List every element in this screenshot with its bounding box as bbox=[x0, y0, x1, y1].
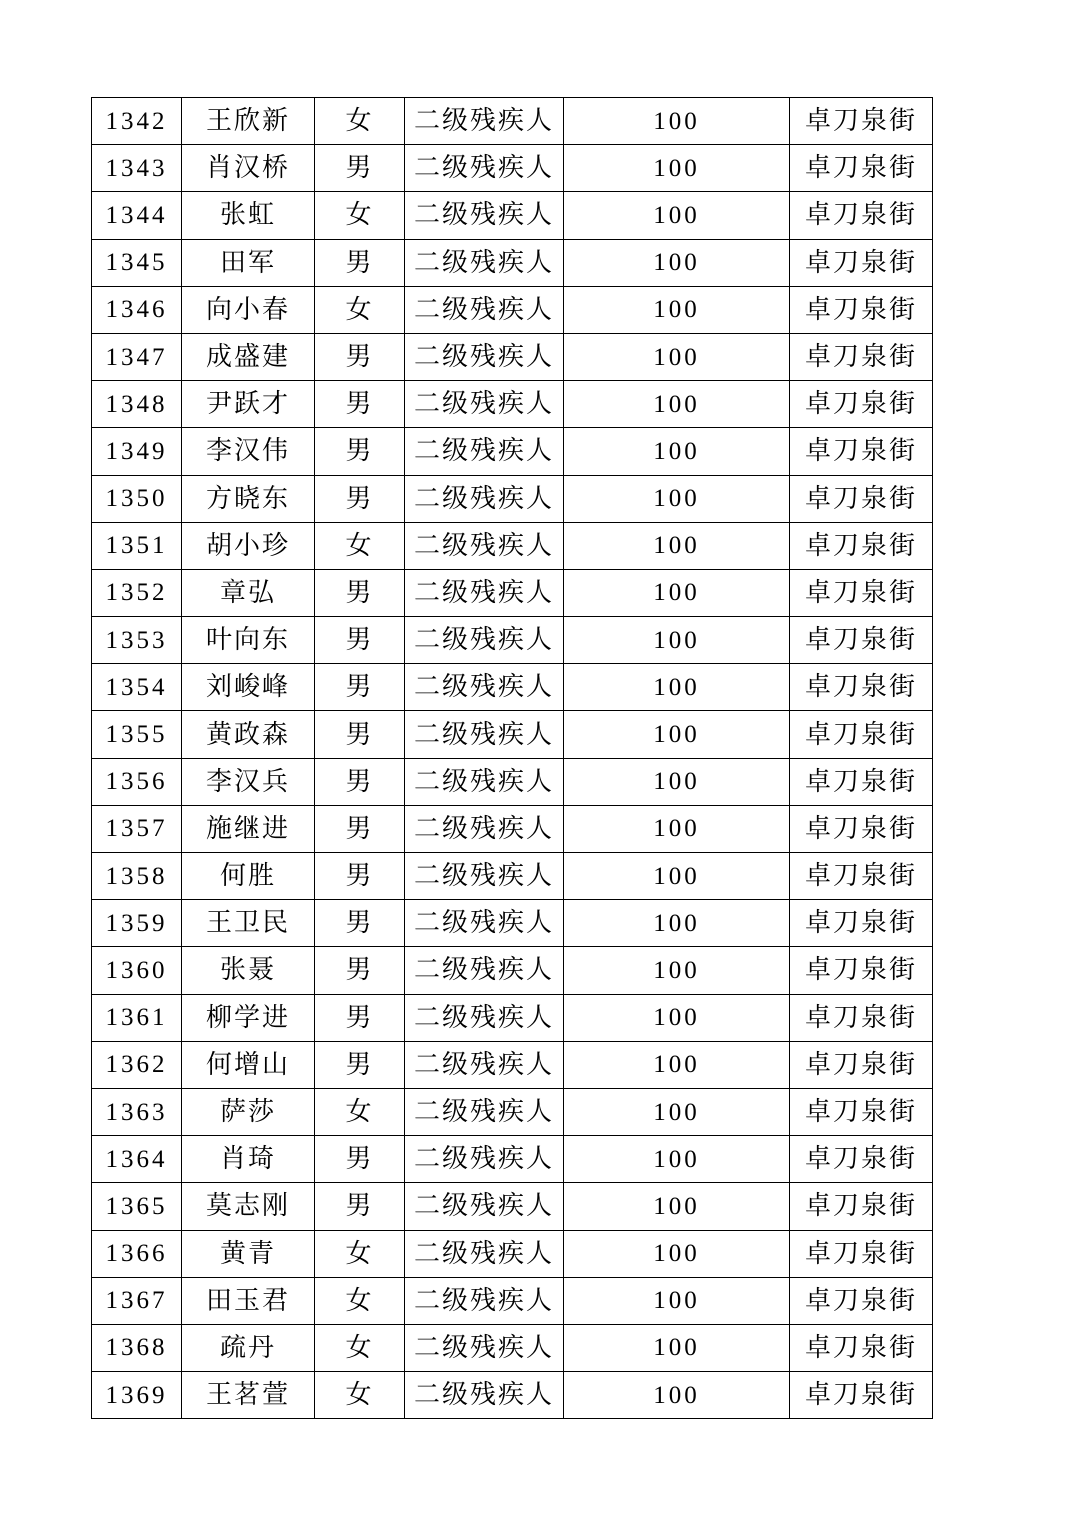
table-row bbox=[92, 286, 933, 333]
cell-gender: 男 bbox=[315, 1041, 405, 1088]
cell-name: 刘峻峰 bbox=[182, 664, 315, 711]
cell-gender: 女 bbox=[315, 1088, 405, 1135]
table-row bbox=[92, 1136, 933, 1183]
table-row bbox=[92, 1230, 933, 1277]
cell-street: 卓刀泉街 bbox=[790, 1324, 933, 1371]
cell-street: 卓刀泉街 bbox=[790, 1372, 933, 1419]
cell-name: 张虹 bbox=[182, 192, 315, 239]
cell-gender: 男 bbox=[315, 381, 405, 428]
cell-number: 1364 bbox=[92, 1136, 182, 1183]
cell-name: 李汉伟 bbox=[182, 428, 315, 475]
cell-amount: 100 bbox=[564, 1324, 790, 1371]
table-row bbox=[92, 947, 933, 994]
cell-amount: 100 bbox=[564, 192, 790, 239]
cell-category: 二级残疾人 bbox=[405, 617, 564, 664]
cell-category: 二级残疾人 bbox=[405, 239, 564, 286]
table-row bbox=[92, 994, 933, 1041]
cell-category: 二级残疾人 bbox=[405, 98, 564, 145]
table-row bbox=[92, 1183, 933, 1230]
table-row bbox=[92, 192, 933, 239]
cell-name: 田军 bbox=[182, 239, 315, 286]
cell-gender: 男 bbox=[315, 333, 405, 380]
cell-name: 肖琦 bbox=[182, 1136, 315, 1183]
cell-category: 二级残疾人 bbox=[405, 853, 564, 900]
cell-name: 萨莎 bbox=[182, 1088, 315, 1135]
cell-street: 卓刀泉街 bbox=[790, 900, 933, 947]
cell-category: 二级残疾人 bbox=[405, 947, 564, 994]
cell-category: 二级残疾人 bbox=[405, 1041, 564, 1088]
cell-amount: 100 bbox=[564, 1230, 790, 1277]
cell-street: 卓刀泉街 bbox=[790, 98, 933, 145]
cell-category: 二级残疾人 bbox=[405, 1183, 564, 1230]
cell-number: 1355 bbox=[92, 711, 182, 758]
cell-gender: 男 bbox=[315, 617, 405, 664]
cell-amount: 100 bbox=[564, 239, 790, 286]
cell-category: 二级残疾人 bbox=[405, 569, 564, 616]
cell-amount: 100 bbox=[564, 475, 790, 522]
cell-number: 1359 bbox=[92, 900, 182, 947]
cell-amount: 100 bbox=[564, 853, 790, 900]
cell-gender: 男 bbox=[315, 239, 405, 286]
cell-amount: 100 bbox=[564, 1088, 790, 1135]
cell-gender: 男 bbox=[315, 145, 405, 192]
cell-amount: 100 bbox=[564, 1277, 790, 1324]
cell-street: 卓刀泉街 bbox=[790, 522, 933, 569]
cell-street: 卓刀泉街 bbox=[790, 711, 933, 758]
cell-name: 疏丹 bbox=[182, 1324, 315, 1371]
cell-name: 胡小珍 bbox=[182, 522, 315, 569]
cell-category: 二级残疾人 bbox=[405, 805, 564, 852]
cell-name: 黄青 bbox=[182, 1230, 315, 1277]
cell-number: 1343 bbox=[92, 145, 182, 192]
cell-number: 1363 bbox=[92, 1088, 182, 1135]
cell-street: 卓刀泉街 bbox=[790, 994, 933, 1041]
table-row bbox=[92, 428, 933, 475]
cell-name: 张聂 bbox=[182, 947, 315, 994]
cell-gender: 男 bbox=[315, 569, 405, 616]
cell-gender: 男 bbox=[315, 1136, 405, 1183]
cell-street: 卓刀泉街 bbox=[790, 569, 933, 616]
cell-amount: 100 bbox=[564, 758, 790, 805]
cell-category: 二级残疾人 bbox=[405, 1324, 564, 1371]
cell-name: 王卫民 bbox=[182, 900, 315, 947]
cell-amount: 100 bbox=[564, 569, 790, 616]
cell-street: 卓刀泉街 bbox=[790, 664, 933, 711]
cell-street: 卓刀泉街 bbox=[790, 947, 933, 994]
table-row bbox=[92, 98, 933, 145]
cell-number: 1369 bbox=[92, 1372, 182, 1419]
cell-gender: 女 bbox=[315, 98, 405, 145]
cell-street: 卓刀泉街 bbox=[790, 428, 933, 475]
cell-number: 1361 bbox=[92, 994, 182, 1041]
cell-gender: 男 bbox=[315, 428, 405, 475]
cell-category: 二级残疾人 bbox=[405, 994, 564, 1041]
cell-category: 二级残疾人 bbox=[405, 1277, 564, 1324]
cell-gender: 女 bbox=[315, 1324, 405, 1371]
cell-name: 向小春 bbox=[182, 286, 315, 333]
table-row bbox=[92, 475, 933, 522]
table-row bbox=[92, 1324, 933, 1371]
cell-name: 何增山 bbox=[182, 1041, 315, 1088]
cell-gender: 女 bbox=[315, 286, 405, 333]
cell-category: 二级残疾人 bbox=[405, 758, 564, 805]
cell-category: 二级残疾人 bbox=[405, 1372, 564, 1419]
cell-number: 1367 bbox=[92, 1277, 182, 1324]
cell-gender: 男 bbox=[315, 947, 405, 994]
table-row bbox=[92, 239, 933, 286]
cell-gender: 男 bbox=[315, 475, 405, 522]
cell-name: 何胜 bbox=[182, 853, 315, 900]
table-row bbox=[92, 805, 933, 852]
cell-category: 二级残疾人 bbox=[405, 192, 564, 239]
cell-number: 1366 bbox=[92, 1230, 182, 1277]
table-row bbox=[92, 900, 933, 947]
cell-amount: 100 bbox=[564, 947, 790, 994]
cell-street: 卓刀泉街 bbox=[790, 1136, 933, 1183]
cell-gender: 女 bbox=[315, 522, 405, 569]
cell-amount: 100 bbox=[564, 145, 790, 192]
cell-category: 二级残疾人 bbox=[405, 286, 564, 333]
cell-number: 1345 bbox=[92, 239, 182, 286]
table-row bbox=[92, 569, 933, 616]
cell-category: 二级残疾人 bbox=[405, 428, 564, 475]
cell-gender: 男 bbox=[315, 711, 405, 758]
cell-street: 卓刀泉街 bbox=[790, 1277, 933, 1324]
cell-gender: 女 bbox=[315, 1230, 405, 1277]
cell-name: 肖汉桥 bbox=[182, 145, 315, 192]
cell-number: 1356 bbox=[92, 758, 182, 805]
cell-number: 1350 bbox=[92, 475, 182, 522]
roster-body bbox=[92, 98, 933, 1419]
cell-number: 1344 bbox=[92, 192, 182, 239]
cell-name: 李汉兵 bbox=[182, 758, 315, 805]
cell-category: 二级残疾人 bbox=[405, 381, 564, 428]
cell-street: 卓刀泉街 bbox=[790, 239, 933, 286]
cell-number: 1352 bbox=[92, 569, 182, 616]
cell-gender: 女 bbox=[315, 1372, 405, 1419]
cell-amount: 100 bbox=[564, 98, 790, 145]
cell-amount: 100 bbox=[564, 1183, 790, 1230]
cell-gender: 男 bbox=[315, 900, 405, 947]
table-row bbox=[92, 617, 933, 664]
cell-amount: 100 bbox=[564, 333, 790, 380]
cell-street: 卓刀泉街 bbox=[790, 381, 933, 428]
cell-name: 王欣新 bbox=[182, 98, 315, 145]
cell-category: 二级残疾人 bbox=[405, 475, 564, 522]
cell-number: 1348 bbox=[92, 381, 182, 428]
cell-name: 尹跃才 bbox=[182, 381, 315, 428]
cell-gender: 男 bbox=[315, 664, 405, 711]
cell-gender: 男 bbox=[315, 994, 405, 1041]
cell-number: 1351 bbox=[92, 522, 182, 569]
table-row bbox=[92, 522, 933, 569]
cell-street: 卓刀泉街 bbox=[790, 617, 933, 664]
cell-category: 二级残疾人 bbox=[405, 711, 564, 758]
cell-gender: 男 bbox=[315, 1183, 405, 1230]
cell-number: 1368 bbox=[92, 1324, 182, 1371]
cell-street: 卓刀泉街 bbox=[790, 1230, 933, 1277]
cell-street: 卓刀泉街 bbox=[790, 853, 933, 900]
cell-gender: 男 bbox=[315, 805, 405, 852]
cell-street: 卓刀泉街 bbox=[790, 1041, 933, 1088]
cell-number: 1365 bbox=[92, 1183, 182, 1230]
cell-name: 田玉君 bbox=[182, 1277, 315, 1324]
cell-street: 卓刀泉街 bbox=[790, 286, 933, 333]
cell-amount: 100 bbox=[564, 994, 790, 1041]
cell-gender: 女 bbox=[315, 192, 405, 239]
cell-street: 卓刀泉街 bbox=[790, 805, 933, 852]
table-row bbox=[92, 1041, 933, 1088]
cell-number: 1360 bbox=[92, 947, 182, 994]
cell-category: 二级残疾人 bbox=[405, 1230, 564, 1277]
cell-street: 卓刀泉街 bbox=[790, 1088, 933, 1135]
table-row bbox=[92, 711, 933, 758]
cell-gender: 男 bbox=[315, 758, 405, 805]
cell-street: 卓刀泉街 bbox=[790, 145, 933, 192]
cell-name: 施继进 bbox=[182, 805, 315, 852]
cell-amount: 100 bbox=[564, 900, 790, 947]
cell-number: 1347 bbox=[92, 333, 182, 380]
cell-category: 二级残疾人 bbox=[405, 664, 564, 711]
cell-number: 1358 bbox=[92, 853, 182, 900]
cell-amount: 100 bbox=[564, 1041, 790, 1088]
cell-amount: 100 bbox=[564, 428, 790, 475]
cell-name: 王茗萱 bbox=[182, 1372, 315, 1419]
cell-street: 卓刀泉街 bbox=[790, 1183, 933, 1230]
cell-name: 叶向东 bbox=[182, 617, 315, 664]
table-row bbox=[92, 853, 933, 900]
cell-amount: 100 bbox=[564, 617, 790, 664]
cell-amount: 100 bbox=[564, 381, 790, 428]
cell-number: 1353 bbox=[92, 617, 182, 664]
cell-name: 黄政森 bbox=[182, 711, 315, 758]
cell-name: 方晓东 bbox=[182, 475, 315, 522]
table-row bbox=[92, 1088, 933, 1135]
table-row bbox=[92, 333, 933, 380]
cell-category: 二级残疾人 bbox=[405, 333, 564, 380]
cell-name: 莫志刚 bbox=[182, 1183, 315, 1230]
cell-number: 1349 bbox=[92, 428, 182, 475]
cell-number: 1342 bbox=[92, 98, 182, 145]
cell-street: 卓刀泉街 bbox=[790, 475, 933, 522]
cell-amount: 100 bbox=[564, 1372, 790, 1419]
cell-gender: 女 bbox=[315, 1277, 405, 1324]
table-row bbox=[92, 1277, 933, 1324]
cell-category: 二级残疾人 bbox=[405, 1136, 564, 1183]
cell-street: 卓刀泉街 bbox=[790, 333, 933, 380]
cell-number: 1362 bbox=[92, 1041, 182, 1088]
cell-amount: 100 bbox=[564, 711, 790, 758]
table-row bbox=[92, 1372, 933, 1419]
cell-category: 二级残疾人 bbox=[405, 1088, 564, 1135]
cell-street: 卓刀泉街 bbox=[790, 758, 933, 805]
cell-name: 成盛建 bbox=[182, 333, 315, 380]
table-row bbox=[92, 758, 933, 805]
table-row bbox=[92, 664, 933, 711]
cell-category: 二级残疾人 bbox=[405, 900, 564, 947]
cell-category: 二级残疾人 bbox=[405, 522, 564, 569]
cell-amount: 100 bbox=[564, 664, 790, 711]
table-row bbox=[92, 145, 933, 192]
cell-number: 1346 bbox=[92, 286, 182, 333]
cell-name: 章弘 bbox=[182, 569, 315, 616]
cell-amount: 100 bbox=[564, 522, 790, 569]
cell-category: 二级残疾人 bbox=[405, 145, 564, 192]
cell-name: 柳学进 bbox=[182, 994, 315, 1041]
cell-amount: 100 bbox=[564, 286, 790, 333]
cell-street: 卓刀泉街 bbox=[790, 192, 933, 239]
cell-number: 1354 bbox=[92, 664, 182, 711]
cell-gender: 男 bbox=[315, 853, 405, 900]
table-row bbox=[92, 381, 933, 428]
cell-amount: 100 bbox=[564, 805, 790, 852]
roster-table bbox=[91, 97, 933, 1419]
cell-amount: 100 bbox=[564, 1136, 790, 1183]
cell-number: 1357 bbox=[92, 805, 182, 852]
